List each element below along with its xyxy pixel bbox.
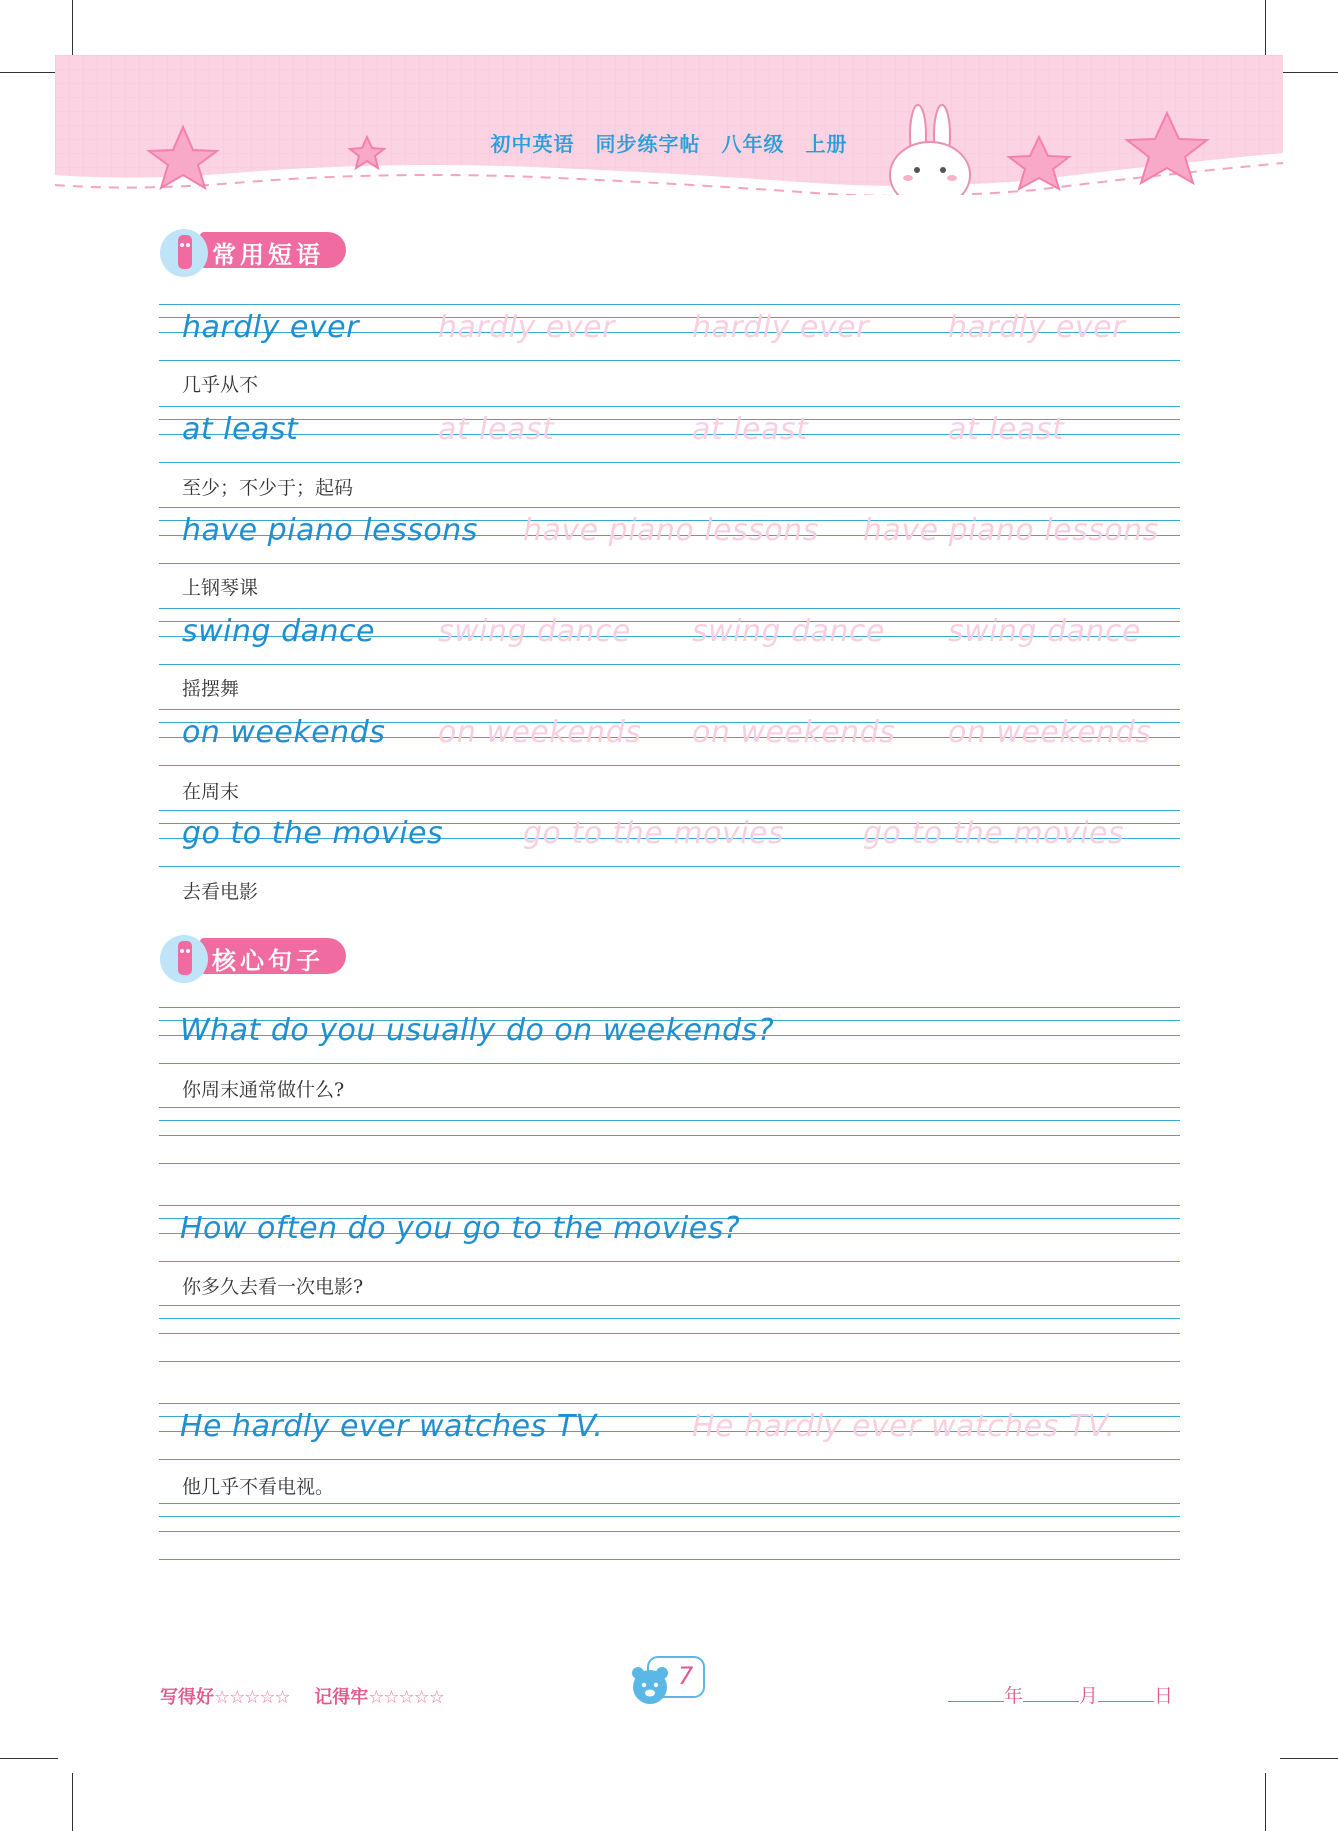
phrase-trace: hardly ever <box>948 310 1125 345</box>
crop-mark <box>0 72 58 73</box>
year-label: 年 <box>1004 1685 1024 1707</box>
remember-label: 记得牢 <box>314 1687 369 1708</box>
sentence-english: He hardly ever watches TV. <box>180 1409 604 1444</box>
write-well-label: 写得好 <box>160 1687 214 1708</box>
section-badge-sentences <box>160 935 346 977</box>
ruled-line <box>159 1559 1180 1560</box>
day-field[interactable] <box>1098 1685 1154 1702</box>
crop-mark <box>1265 1773 1266 1831</box>
header-band <box>55 55 1283 195</box>
sentence-trace: He hardly ever watches TV. <box>692 1409 1116 1444</box>
pencil-mascot-icon <box>160 935 208 983</box>
ruled-line <box>159 1205 1180 1206</box>
crop-mark <box>72 0 73 58</box>
crop-mark <box>0 1758 58 1759</box>
ruled-line <box>159 608 1180 609</box>
phrase-trace: swing dance <box>438 614 631 649</box>
ruled-line <box>159 1403 1180 1404</box>
ruled-line <box>159 1516 1180 1517</box>
ruled-line <box>159 1163 1180 1164</box>
ruled-line <box>159 1135 1180 1136</box>
phrase-english: go to the movies <box>182 816 444 851</box>
phrase-chinese: 上钢琴课 <box>182 577 259 599</box>
phrase-english: have piano lessons <box>182 513 478 548</box>
badge-label: 核心句子 <box>212 946 324 975</box>
crop-mark <box>72 1773 73 1831</box>
phrase-english: at least <box>182 412 299 447</box>
phrase-trace: have piano lessons <box>863 513 1159 548</box>
crop-mark <box>1265 0 1266 58</box>
bear-icon <box>628 1655 708 1705</box>
ruled-line <box>159 1503 1180 1504</box>
phrase-chinese: 去看电影 <box>182 881 259 903</box>
sentence-chinese: 他几乎不看电视。 <box>182 1476 335 1498</box>
year-field[interactable] <box>948 1685 1004 1702</box>
ruled-line <box>159 810 1180 811</box>
ruled-line <box>159 1305 1180 1306</box>
sentence-english: How often do you go to the movies? <box>180 1211 741 1246</box>
ruled-line <box>159 304 1180 305</box>
ruled-line <box>159 866 1180 867</box>
ruled-line <box>159 1107 1180 1108</box>
phrase-english: on weekends <box>182 715 386 750</box>
phrase-trace: at least <box>692 412 809 447</box>
ruled-line <box>159 1120 1180 1121</box>
sentence-chinese: 你周末通常做什么? <box>182 1079 345 1101</box>
section-badge-phrases <box>160 229 346 271</box>
ruled-line <box>159 1531 1180 1532</box>
phrase-trace: swing dance <box>948 614 1141 649</box>
month-label: 月 <box>1079 1685 1099 1707</box>
sentence-english: What do you usually do on weekends? <box>180 1013 775 1048</box>
pencil-mascot-icon <box>160 229 208 277</box>
phrase-trace: on weekends <box>692 715 896 750</box>
phrase-trace: hardly ever <box>692 310 869 345</box>
phrase-english: swing dance <box>182 614 375 649</box>
ruled-line <box>159 765 1180 766</box>
ruled-line <box>159 507 1180 508</box>
crop-mark <box>1280 72 1338 73</box>
badge-label: 常用短语 <box>212 240 324 269</box>
ruled-line <box>159 1318 1180 1319</box>
phrase-chinese: 摇摆舞 <box>182 678 240 700</box>
page-number: 7 <box>678 1662 694 1690</box>
phrase-chinese: 几乎从不 <box>182 374 259 396</box>
star-rating-icon[interactable]: ☆☆☆☆☆ <box>368 1687 444 1708</box>
phrase-trace: have piano lessons <box>523 513 819 548</box>
month-field[interactable] <box>1023 1685 1079 1702</box>
phrase-trace: hardly ever <box>438 310 615 345</box>
phrase-trace: go to the movies <box>863 816 1125 851</box>
phrase-trace: on weekends <box>438 715 642 750</box>
ruled-line <box>159 664 1180 665</box>
phrase-english: hardly ever <box>182 310 359 345</box>
ruled-line <box>159 1333 1180 1334</box>
ruled-line <box>159 406 1180 407</box>
ruled-line <box>159 563 1180 564</box>
crop-mark <box>1280 1758 1338 1759</box>
ruled-line <box>159 1063 1180 1064</box>
phrase-trace: go to the movies <box>523 816 785 851</box>
star-rating-icon[interactable]: ☆☆☆☆☆ <box>214 1687 290 1708</box>
ruled-line <box>159 1459 1180 1460</box>
ruled-line <box>159 709 1180 710</box>
ruled-line <box>159 360 1180 361</box>
ruled-line <box>159 1261 1180 1262</box>
page-header-title: 初中英语 同步练字帖 八年级 上册 <box>490 132 848 156</box>
day-label: 日 <box>1154 1685 1174 1707</box>
date-fields <box>948 1681 1173 1708</box>
phrase-trace: swing dance <box>692 614 885 649</box>
ruled-line <box>159 1361 1180 1362</box>
ruled-line <box>159 1007 1180 1008</box>
sentence-chinese: 你多久去看一次电影? <box>182 1276 364 1298</box>
phrase-chinese: 至少；不少于；起码 <box>182 477 354 499</box>
footer-rating <box>160 1683 444 1709</box>
phrase-chinese: 在周末 <box>182 781 240 803</box>
phrase-trace: at least <box>948 412 1065 447</box>
ruled-line <box>159 462 1180 463</box>
phrase-trace: at least <box>438 412 555 447</box>
phrase-trace: on weekends <box>948 715 1152 750</box>
page-number-badge <box>628 1655 708 1705</box>
